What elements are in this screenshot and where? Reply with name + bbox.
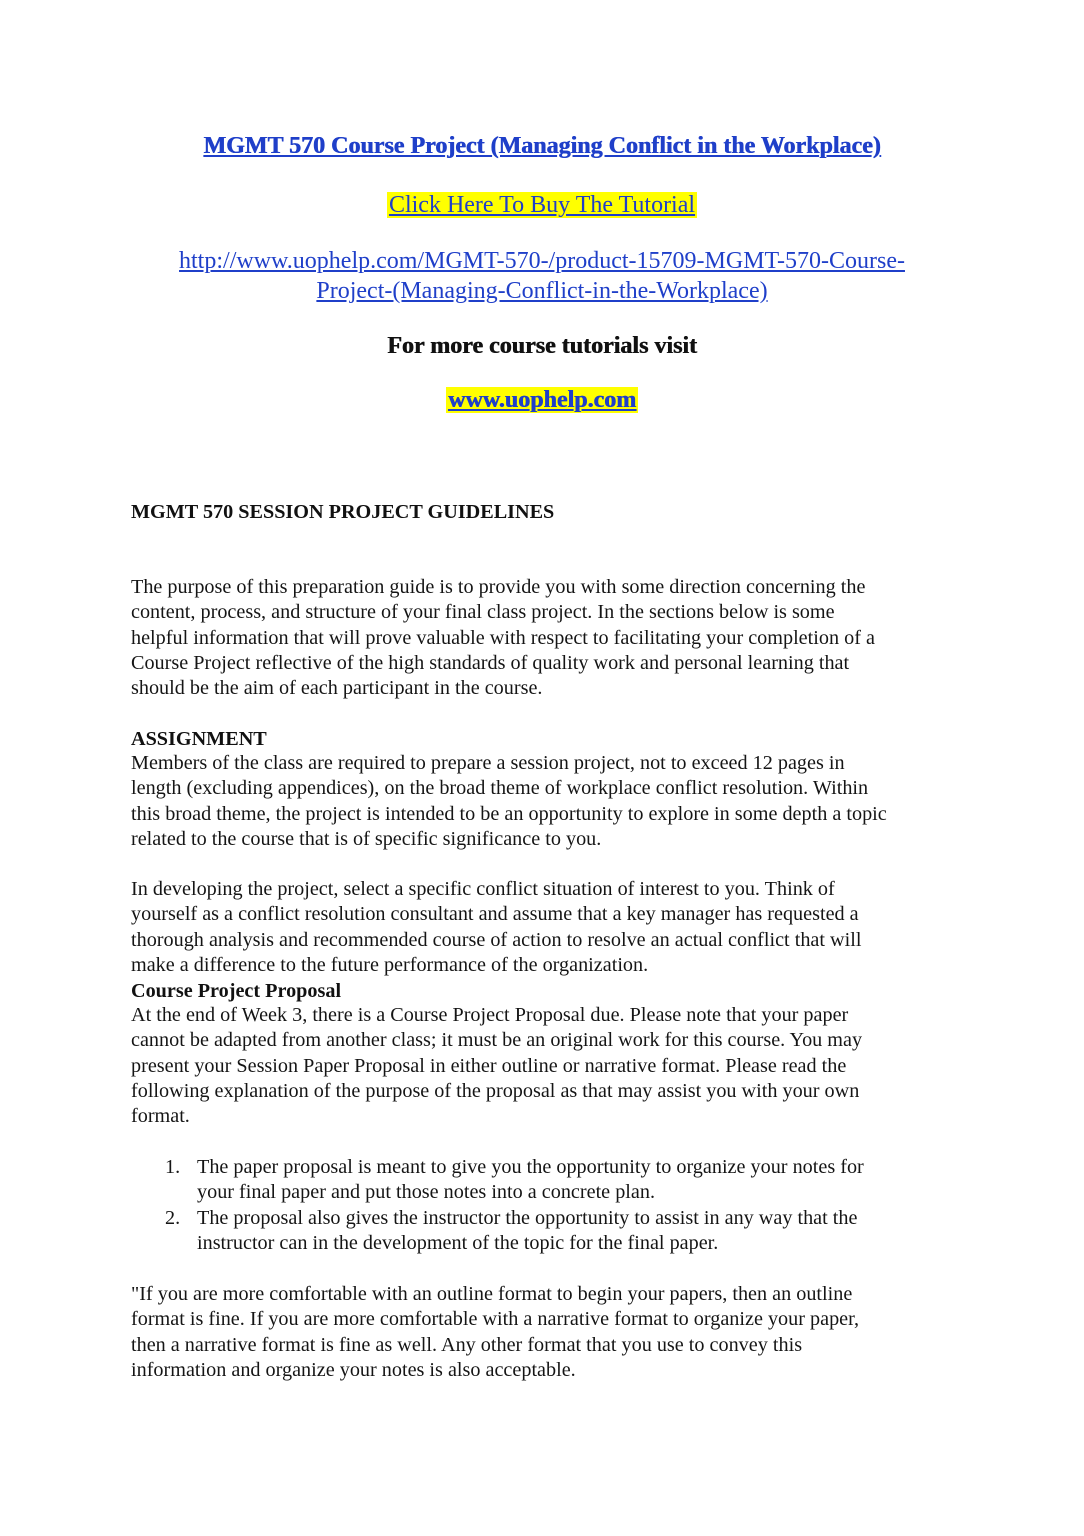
more-tutorials-text: For more course tutorials visit: [387, 333, 697, 359]
product-url-line-2[interactable]: Project-(Managing-Conflict-in-the-Workplace): [316, 278, 768, 304]
list-item-number: 1.: [165, 1156, 181, 1178]
paragraph-line: helpful information that will prove valuable with respect to facilitating your completion of a: [131, 626, 875, 649]
paragraph-line: Members of the class are required to prepare a session project, not to exceed 12 pages in: [131, 752, 845, 774]
paragraph-line: then a narrative format is fine as well. Any other format that you use to convey this: [131, 1333, 803, 1356]
buy-tutorial-link-line: [0, 189, 1084, 221]
list-item-line: The proposal also gives the instructor the opportunity to assist in any way that the: [197, 1206, 858, 1229]
product-url-line-1[interactable]: http://www.uophelp.com/MGMT-570-/product-15709-MGMT-570-Course-: [179, 248, 905, 274]
assignment-paragraph: [131, 751, 961, 852]
site-link-line: [0, 384, 1084, 416]
paragraph-line: The purpose of this preparation guide is to provide you with some direction concerning the: [131, 576, 866, 598]
paragraph-line: should be the aim of each participant in the course.: [131, 677, 543, 700]
list-item-number: 2.: [165, 1206, 181, 1229]
site-link[interactable]: www.uophelp.com: [447, 387, 637, 413]
paragraph-line: following explanation of the purpose of the proposal as that may assist you with your own: [131, 1079, 860, 1102]
paragraph-line: thorough analysis and recommended course of action to resolve an actual conflict that will: [131, 928, 862, 951]
developing-paragraph: [131, 877, 961, 978]
paragraph-line: format.: [131, 1105, 190, 1128]
proposal-paragraph: [131, 1003, 961, 1129]
list-item-line: The paper proposal is meant to give you the opportunity to organize your notes for: [197, 1156, 864, 1178]
proposal-purpose-list: [131, 1155, 961, 1256]
paragraph-line: In developing the project, select a specific conflict situation of interest to you. Think of: [131, 878, 835, 900]
intro-paragraph: [131, 575, 961, 701]
proposal-heading: Course Project Proposal: [131, 980, 342, 1002]
list-item-line: your final paper and put those notes into a concrete plan.: [197, 1181, 655, 1204]
list-item: [131, 1206, 961, 1257]
product-url-link[interactable]: [0, 246, 1084, 306]
section-heading: MGMT 570 SESSION PROJECT GUIDELINES: [131, 501, 555, 523]
paragraph-line: cannot be adapted from another class; it must be an original work for this course. You may: [131, 1029, 863, 1052]
format-quote-paragraph: [131, 1282, 961, 1383]
paragraph-line: this broad theme, the project is intended to be an opportunity to explore in some depth a topic: [131, 802, 887, 825]
course-project-title-link[interactable]: MGMT 570 Course Project (Managing Conflict in the Workplace): [203, 133, 881, 159]
paragraph-line: related to the course that is of specific significance to you.: [131, 827, 602, 850]
paragraph-line: information and organize your notes is also acceptable.: [131, 1358, 576, 1381]
assignment-heading: ASSIGNMENT: [131, 728, 267, 750]
list-item-line: instructor can in the development of the topic for the final paper.: [197, 1231, 719, 1254]
list-item: [131, 1155, 961, 1206]
buy-tutorial-link[interactable]: Click Here To Buy The Tutorial: [388, 192, 696, 218]
paragraph-line: "If you are more comfortable with an outline format to begin your papers, then an outline: [131, 1283, 853, 1305]
paragraph-line: make a difference to the future performance of the organization.: [131, 953, 649, 976]
paragraph-line: yourself as a conflict resolution consultant and assume that a key manager has requested a: [131, 903, 859, 926]
paragraph-line: length (excluding appendices), on the broad theme of workplace conflict resolution. Within: [131, 777, 869, 800]
paragraph-line: content, process, and structure of your final class project. In the sections below is some: [131, 601, 835, 624]
paragraph-line: present your Session Paper Proposal in either outline or narrative format. Please read the: [131, 1054, 847, 1077]
paragraph-line: format is fine. If you are more comfortable with a narrative format to organize your paper,: [131, 1308, 860, 1331]
paragraph-line: Course Project reflective of the high standards of quality work and personal learning that: [131, 651, 850, 674]
paragraph-line: At the end of Week 3, there is a Course Project Proposal due. Please note that your paper: [131, 1004, 849, 1026]
